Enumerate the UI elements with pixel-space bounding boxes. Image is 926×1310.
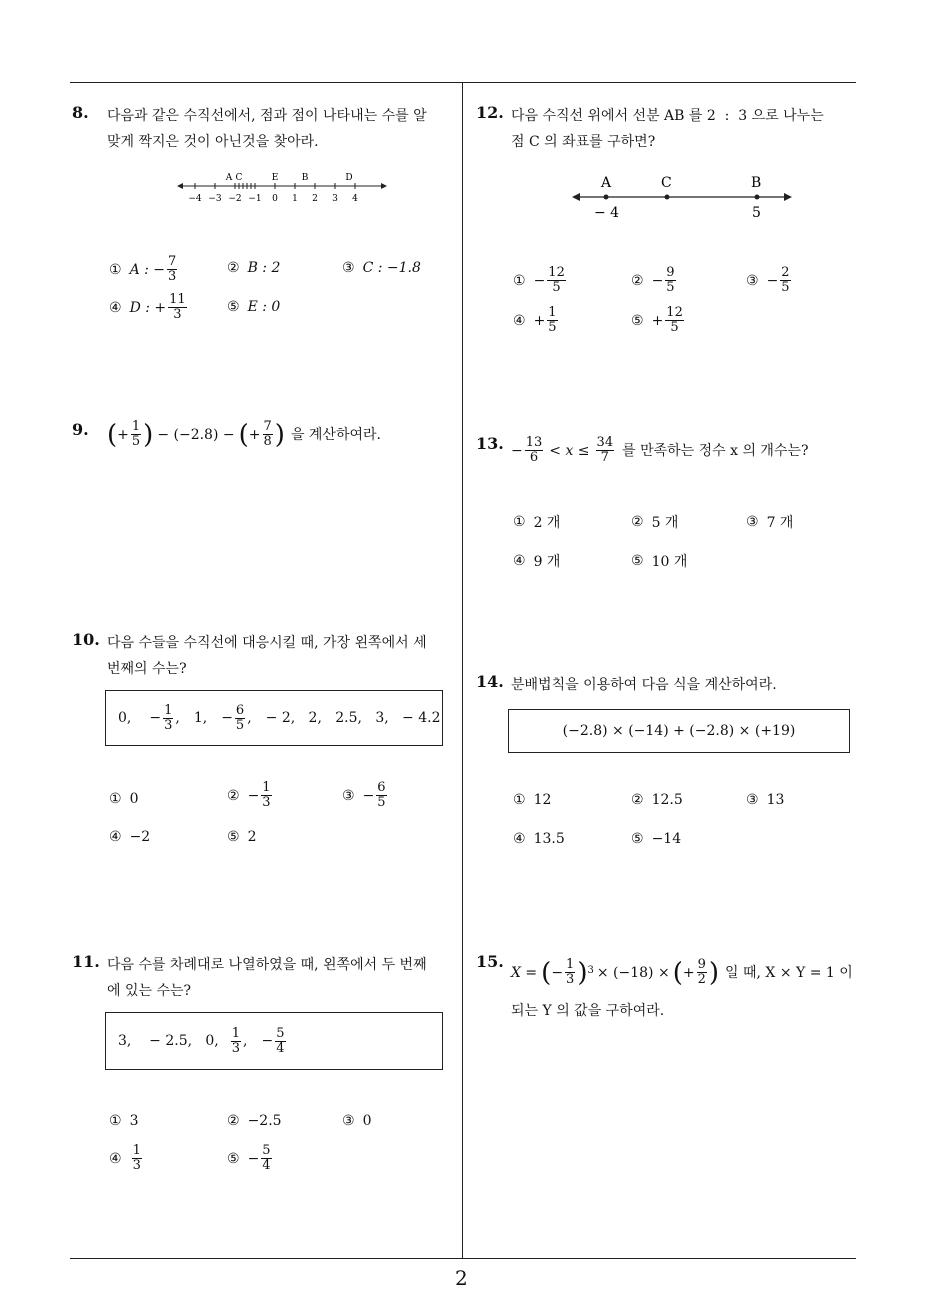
fraction: $\frac{2}{5}$	[781, 265, 790, 295]
question-number: 9.	[72, 420, 89, 439]
fraction: $\frac{11}{3}$	[169, 292, 186, 322]
option-4[interactable]: ④ 9 개	[513, 553, 561, 570]
fraction: $\frac{1}{5}$	[131, 419, 141, 449]
fraction: $\frac{12}{5}$	[666, 305, 683, 335]
question-9	[72, 420, 457, 480]
question-10	[72, 630, 457, 850]
fraction: $\frac{5}{4}$	[276, 1025, 285, 1056]
question-text: 되는 Y 의 값을 구하여라.	[511, 1003, 665, 1019]
expression-box: (−2.8) × (−14) + (−2.8) × (+19)	[508, 709, 850, 753]
tick-label: −4	[188, 194, 202, 204]
option-5[interactable]: ⑤ E : 0	[227, 299, 281, 315]
point-label: D	[345, 173, 353, 183]
option-3[interactable]: ③ 0	[342, 1113, 372, 1129]
fraction: $\frac{34}{7}$	[596, 435, 614, 465]
question-number: 14.	[476, 672, 504, 691]
question-number: 8.	[72, 103, 89, 122]
option-1[interactable]: ① 2 개	[513, 514, 561, 531]
option-4[interactable]: ④ + $\frac{1}{5}$	[513, 305, 557, 335]
option-3[interactable]: ③ C : −1.8	[342, 260, 421, 276]
question-8	[72, 103, 457, 333]
fraction: $\frac{7}{8}$	[263, 419, 272, 449]
number-line-figure	[177, 171, 397, 211]
question-number: 13.	[476, 434, 504, 453]
point-label: A	[225, 173, 233, 183]
option-3[interactable]: ③ 13	[746, 792, 785, 808]
number-box: 3, − 2.5, 0, $\frac{1}{3}$ , − $\frac{5}{4}$	[105, 1012, 443, 1070]
bottom-rule	[70, 1258, 856, 1259]
point-a-label: A	[601, 175, 612, 191]
option-5[interactable]: ⑤ 10 개	[631, 553, 688, 570]
tick-label: −3	[208, 194, 222, 204]
question-13	[476, 434, 861, 584]
question-text: 분배법칙을 이용하여 다음 식을 계산하여라.	[511, 677, 777, 693]
fraction: $\frac{1}{3}$	[164, 702, 173, 733]
page-number: 2	[455, 1266, 468, 1290]
fraction: $\frac{13}{6}$	[525, 435, 543, 465]
fraction: $\frac{6}{5}$	[377, 780, 386, 810]
number-line-figure	[572, 171, 802, 231]
fraction: $\frac{1}{3}$	[132, 1143, 141, 1173]
tick-label: 4	[352, 194, 358, 204]
option-2[interactable]: ② 5 개	[631, 514, 679, 531]
tick-label: −2	[228, 194, 242, 204]
option-1[interactable]: ① A : − $\frac{7}{3}$	[109, 254, 177, 284]
option-5[interactable]: ⑤ −14	[631, 831, 682, 847]
question-number: 10.	[72, 630, 100, 649]
option-2[interactable]: ② − $\frac{9}{5}$	[631, 265, 675, 295]
fraction: $\frac{1}{3}$	[262, 780, 271, 810]
fraction: $\frac{9}{2}$	[697, 957, 706, 987]
option-2[interactable]: ② −2.5	[227, 1113, 282, 1129]
option-5[interactable]: ⑤ − $\frac{5}{4}$	[227, 1143, 271, 1173]
fraction: $\frac{7}{3}$	[168, 254, 177, 284]
option-5[interactable]: ⑤ + $\frac{12}{5}$	[631, 305, 683, 335]
option-2[interactable]: ② B : 2	[227, 260, 281, 276]
point-b-label: B	[751, 175, 762, 191]
fraction: $\frac{6}{5}$	[235, 702, 245, 733]
question-text: 다음 수들을 수직선에 대응시킬 때, 가장 왼쪽에서 세 번째의 수는?	[107, 635, 427, 677]
question-12	[476, 103, 861, 353]
point-label: C	[235, 173, 243, 183]
question-number: 15.	[476, 952, 504, 971]
tick-label: 1	[292, 194, 298, 204]
question-11	[72, 952, 457, 1192]
fraction: $\frac{1}{5}$	[548, 305, 557, 335]
fraction: $\frac{9}{5}$	[666, 265, 675, 295]
option-3[interactable]: ③ − $\frac{2}{5}$	[746, 265, 790, 295]
fraction: $\frac{12}{5}$	[548, 265, 565, 295]
option-1[interactable]: ① 3	[109, 1113, 139, 1129]
option-3[interactable]: ③ 7 개	[746, 514, 794, 531]
question-number: 12.	[476, 103, 504, 122]
question-15	[476, 952, 861, 1032]
point-label: B	[301, 173, 309, 183]
column-divider	[462, 82, 463, 1259]
question-text: 다음 수직선 위에서 선분 AB 를 2 : 3 으로 나누는 점 C 의 좌표를 구하면?	[511, 108, 824, 150]
option-1[interactable]: ① 0	[109, 791, 139, 807]
option-1[interactable]: ① − $\frac{12}{5}$	[513, 265, 565, 295]
question-text: 다음 수를 차례대로 나열하였을 때, 왼쪽에서 두 번째 에 있는 수는?	[107, 957, 427, 999]
fraction: $\frac{1}{3}$	[566, 957, 575, 987]
question-14	[476, 672, 861, 852]
point-label: E	[271, 173, 279, 183]
option-4[interactable]: ④ $\frac{1}{3}$	[109, 1143, 141, 1173]
point-b-value: 5	[752, 205, 761, 221]
option-4[interactable]: ④ 13.5	[513, 831, 565, 847]
option-2[interactable]: ② − $\frac{1}{3}$	[227, 780, 271, 810]
question-expression: ( + $\frac{1}{5}$ ) − (−2.8) − ( + $\frac{7}{8}$ ) 을 계산하여라.	[107, 419, 381, 450]
question-expression: − $\frac{13}{6}$ < x ≤ $\frac{34}{7}$ 를 만족하는 정수 x 의 개수는?	[511, 435, 809, 465]
number-line-points	[225, 173, 353, 183]
fraction: $\frac{5}{4}$	[262, 1143, 271, 1173]
top-rule	[70, 82, 856, 83]
fraction: $\frac{1}{3}$	[231, 1025, 241, 1056]
option-1[interactable]: ① 12	[513, 792, 552, 808]
tick-label: 2	[312, 194, 318, 204]
option-4[interactable]: ④ −2	[109, 829, 151, 845]
option-2[interactable]: ② 12.5	[631, 792, 683, 808]
option-4[interactable]: ④ D : + $\frac{11}{3}$	[109, 292, 186, 322]
option-3[interactable]: ③ − $\frac{6}{5}$	[342, 780, 386, 810]
tick-label: 0	[272, 194, 278, 204]
point-c-label: C	[661, 175, 672, 191]
option-5[interactable]: ⑤ 2	[227, 829, 257, 845]
tick-label: −1	[248, 194, 262, 204]
point-a-value: − 4	[594, 205, 620, 221]
tick-label: 3	[332, 194, 338, 204]
question-text: 다음과 같은 수직선에서, 점과 점이 나타내는 수를 알 맞게 짝지은 것이 아닌것을 찾아라.	[107, 108, 427, 150]
question-expression: X = ( − $\frac{1}{3}$ ) 3 × (−18) × ( + $\frac{9}{2}$ ) 일 때, X × Y = 1 이	[511, 957, 853, 988]
number-box: 0, − $\frac{1}{3}$ , 1, − $\frac{6}{5}$ , − 2, 2, 2.5, 3, − 4.2	[105, 690, 443, 746]
question-number: 11.	[72, 952, 100, 971]
